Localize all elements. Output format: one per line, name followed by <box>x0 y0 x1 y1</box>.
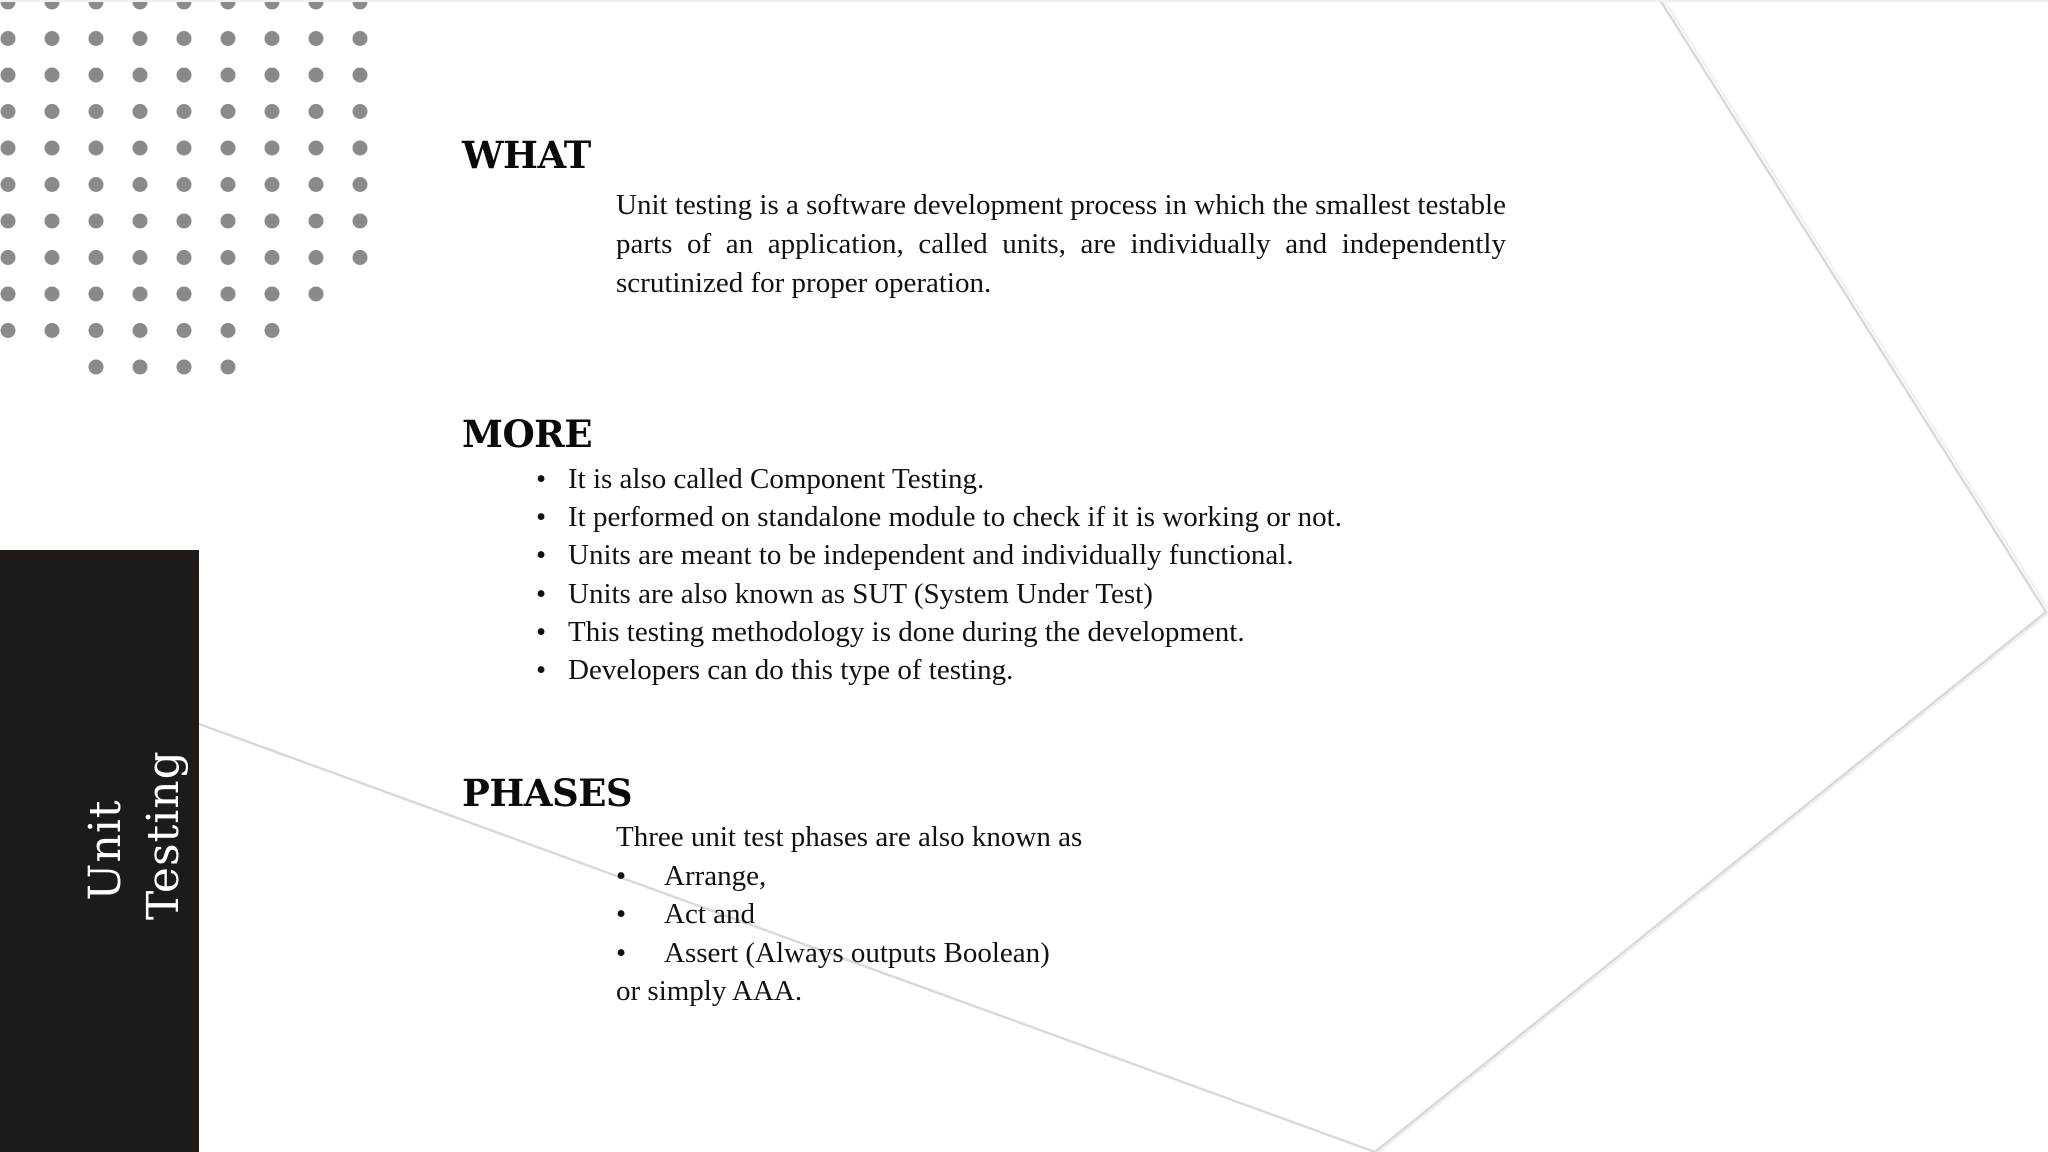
list-item-text: Developers can do this type of testing. <box>568 654 1014 687</box>
list-item-text: Arrange, <box>664 859 767 892</box>
decorative-dot <box>89 214 104 229</box>
decorative-dot <box>221 214 236 229</box>
slide-title <box>55 750 215 920</box>
decorative-dot <box>221 68 236 83</box>
decorative-dot <box>89 250 104 265</box>
list-item-text: Act and <box>664 898 755 930</box>
list-item <box>616 857 1416 896</box>
list-item-text: Units are meant to be independent and individually functional. <box>568 539 1294 572</box>
decorative-dot <box>133 287 148 302</box>
decorative-dot <box>89 68 104 83</box>
slide-title-line-2: Testing <box>138 750 189 920</box>
list-item <box>536 460 1536 498</box>
decorative-dot <box>177 104 192 119</box>
list-item <box>536 536 1536 574</box>
list-item <box>536 498 1536 536</box>
decorative-dot <box>1 214 16 229</box>
decorative-dot <box>309 31 324 46</box>
decorative-dot <box>45 141 60 156</box>
what-paragraph: Unit testing is a software development process in which the smallest testable parts of an application, called units, are individually and independently scrutinized for proper operation. <box>616 189 1506 299</box>
what-heading: WHAT <box>462 133 591 177</box>
decorative-dot <box>1 31 16 46</box>
bullet-icon: • <box>616 898 627 930</box>
list-item-text: It is also called Component Testing. <box>568 463 985 495</box>
decorative-dot <box>353 177 368 192</box>
phases-heading: PHASES <box>462 771 633 815</box>
bullet-icon: • <box>536 463 547 495</box>
list-item-text: It performed on standalone module to check if it is working or not. <box>568 501 1342 534</box>
decorative-dot <box>221 323 236 338</box>
decorative-dot <box>133 360 148 375</box>
decorative-dot <box>89 141 104 156</box>
decorative-dot <box>45 177 60 192</box>
decorative-dot <box>353 68 368 83</box>
list-item-text: Assert (Always outputs Boolean) <box>664 936 1050 969</box>
decorative-dot <box>1 104 16 119</box>
list-item <box>536 575 1536 613</box>
decorative-dot <box>353 250 368 265</box>
bullet-icon: • <box>536 501 547 534</box>
decorative-dot <box>265 141 280 156</box>
decorative-dot <box>177 323 192 338</box>
list-item <box>616 895 1416 934</box>
decorative-dot <box>221 360 236 375</box>
decorative-dot <box>265 287 280 302</box>
list-item-text: This testing methodology is done during the development. <box>568 615 1245 648</box>
decorative-dot <box>353 141 368 156</box>
bullet-icon: • <box>536 654 547 687</box>
decorative-dot <box>221 31 236 46</box>
decorative-dot <box>45 214 60 229</box>
decorative-dot <box>45 68 60 83</box>
decorative-dot <box>133 31 148 46</box>
list-item <box>536 613 1536 651</box>
decorative-dot <box>353 104 368 119</box>
more-bullet-list <box>536 460 1536 689</box>
decorative-dot <box>221 250 236 265</box>
decorative-dot <box>89 360 104 375</box>
more-heading: MORE <box>462 412 593 456</box>
decorative-dot <box>1 287 16 302</box>
decorative-dot <box>177 250 192 265</box>
phases-outro: or simply AAA. <box>616 975 803 1007</box>
decorative-dot <box>177 287 192 302</box>
list-item <box>536 651 1536 689</box>
decorative-dot <box>89 31 104 46</box>
bullet-icon: • <box>536 577 547 610</box>
decorative-dot <box>45 323 60 338</box>
decorative-dot <box>45 104 60 119</box>
decorative-dot <box>1 141 16 156</box>
decorative-dot <box>177 177 192 192</box>
list-item-text: Units are also known as SUT (System Under Test) <box>568 577 1153 610</box>
decorative-dot <box>133 214 148 229</box>
bullet-icon: • <box>536 615 547 648</box>
decorative-dot <box>45 31 60 46</box>
decorative-dot <box>133 177 148 192</box>
decorative-dot <box>265 68 280 83</box>
decorative-dot <box>177 360 192 375</box>
decorative-dot <box>133 323 148 338</box>
decorative-dot <box>309 287 324 302</box>
decorative-dot <box>177 68 192 83</box>
decorative-dot <box>1 323 16 338</box>
decorative-dot <box>133 104 148 119</box>
decorative-dot <box>265 323 280 338</box>
decorative-dot <box>177 214 192 229</box>
decorative-dot <box>133 141 148 156</box>
decorative-dot <box>309 68 324 83</box>
decorative-dot <box>221 141 236 156</box>
decorative-dot <box>309 250 324 265</box>
list-item <box>616 934 1416 973</box>
dot-pattern-decoration <box>1 0 368 375</box>
decorative-dot <box>265 104 280 119</box>
decorative-dot <box>45 250 60 265</box>
decorative-dot <box>221 177 236 192</box>
decorative-dot <box>1 250 16 265</box>
decorative-dot <box>1 68 16 83</box>
decorative-dot <box>353 214 368 229</box>
decorative-dot <box>265 214 280 229</box>
decorative-dot <box>265 177 280 192</box>
decorative-dot <box>309 141 324 156</box>
decorative-dot <box>265 250 280 265</box>
phases-intro: Three unit test phases are also known as <box>616 821 1083 853</box>
decorative-dot <box>133 68 148 83</box>
decorative-dot <box>89 323 104 338</box>
decorative-dot <box>177 31 192 46</box>
decorative-dot <box>133 250 148 265</box>
decorative-dot <box>265 31 280 46</box>
bullet-icon: • <box>536 539 547 572</box>
decorative-dot <box>221 287 236 302</box>
slide-title-line-1: Unit <box>80 799 131 901</box>
bullet-icon: • <box>616 936 627 969</box>
decorative-dot <box>89 177 104 192</box>
phases-bullet-list <box>616 857 1416 973</box>
decorative-dot <box>45 287 60 302</box>
decorative-dot <box>309 104 324 119</box>
bullet-icon: • <box>616 859 627 892</box>
decorative-dot <box>353 31 368 46</box>
decorative-dot <box>89 104 104 119</box>
decorative-dot <box>221 104 236 119</box>
phases-content <box>616 818 1416 1011</box>
decorative-dot <box>89 287 104 302</box>
decorative-dot <box>177 141 192 156</box>
decorative-dot <box>1 177 16 192</box>
decorative-dot <box>309 214 324 229</box>
decorative-dot <box>309 177 324 192</box>
